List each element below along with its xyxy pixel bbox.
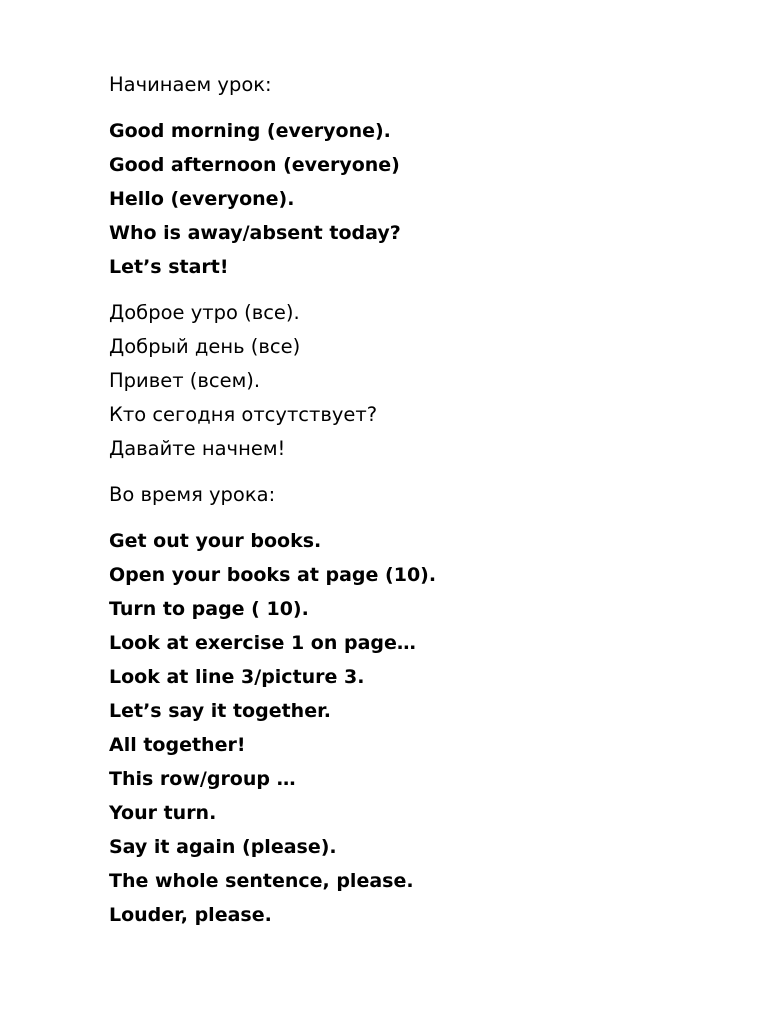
- phrase-en: Hello (everyone).: [109, 188, 295, 210]
- phrase-ru: Привет (всем).: [109, 369, 261, 392]
- phrase-en: Turn to page ( 10).: [109, 598, 309, 620]
- phrase-en: Who is away/absent today?: [109, 222, 401, 244]
- phrase-en: Let’s say it together.: [109, 700, 331, 722]
- phrase-en: This row/group …: [109, 768, 296, 790]
- phrase-en: Louder, please.: [109, 904, 272, 926]
- section-heading-start: Начинаем урок:: [109, 73, 272, 96]
- phrase-ru: Давайте начнем!: [109, 437, 286, 460]
- phrase-ru: Кто сегодня отсутствует?: [109, 403, 378, 426]
- phrase-en: All together!: [109, 734, 246, 756]
- section-heading-during: Во время урока:: [109, 483, 276, 506]
- phrase-en: Get out your books.: [109, 530, 322, 552]
- phrase-en: Look at exercise 1 on page…: [109, 632, 416, 654]
- document-page: [109, 68, 729, 932]
- phrase-en: Good morning (everyone).: [109, 120, 391, 142]
- phrase-en: Good afternoon (everyone): [109, 154, 400, 176]
- phrase-ru: Доброе утро (все).: [109, 301, 300, 324]
- phrase-en: The whole sentence, please.: [109, 870, 414, 892]
- phrase-en: Say it again (please).: [109, 836, 337, 858]
- phrase-en: Your turn.: [109, 802, 217, 824]
- phrase-en: Look at line 3/picture 3.: [109, 666, 365, 688]
- phrase-en: Open your books at page (10).: [109, 564, 437, 586]
- phrase-en: Let’s start!: [109, 256, 229, 278]
- phrase-ru: Добрый день (все): [109, 335, 301, 358]
